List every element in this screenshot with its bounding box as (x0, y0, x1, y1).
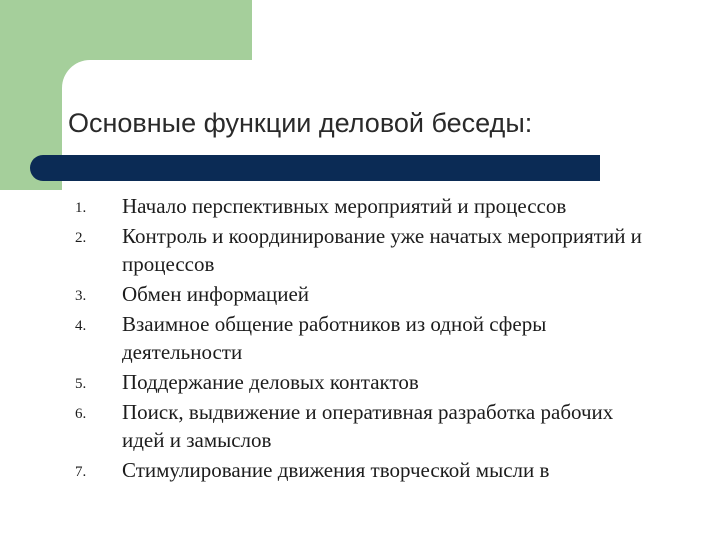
list-item (0, 398, 720, 454)
list-item (0, 456, 720, 484)
list-item-text: Взаимное общение работников из одной сферы деятельности (122, 312, 547, 364)
list-item-number: 7. (75, 464, 87, 480)
list-item-number: 4. (75, 318, 87, 334)
functions-list (0, 192, 720, 486)
list-item (0, 280, 720, 308)
list-item-text: Обмен информацией (122, 282, 310, 306)
list-item-text: Контроль и координирование уже начатых мероприятий и процессов (122, 224, 642, 276)
list-item (0, 368, 720, 396)
list-item-text: Поиск, выдвижение и оперативная разработка рабочих идей и замыслов (122, 400, 614, 452)
slide-title: Основные функции деловой беседы: (68, 108, 533, 138)
list-item-text: Стимулирование движения творческой мысли в (122, 458, 550, 482)
title-underline-bar (30, 155, 600, 181)
list-item-text: Начало перспективных мероприятий и процессов (122, 194, 567, 218)
list-item-number: 5. (75, 376, 87, 392)
list-item-number: 6. (75, 406, 87, 422)
list-item-number: 2. (75, 230, 87, 246)
list-item (0, 192, 720, 220)
list-item (0, 310, 720, 366)
list-item-text: Поддержание деловых контактов (122, 370, 419, 394)
list-item-number: 3. (75, 288, 87, 304)
list-item-number: 1. (75, 200, 87, 216)
list-item (0, 222, 720, 278)
